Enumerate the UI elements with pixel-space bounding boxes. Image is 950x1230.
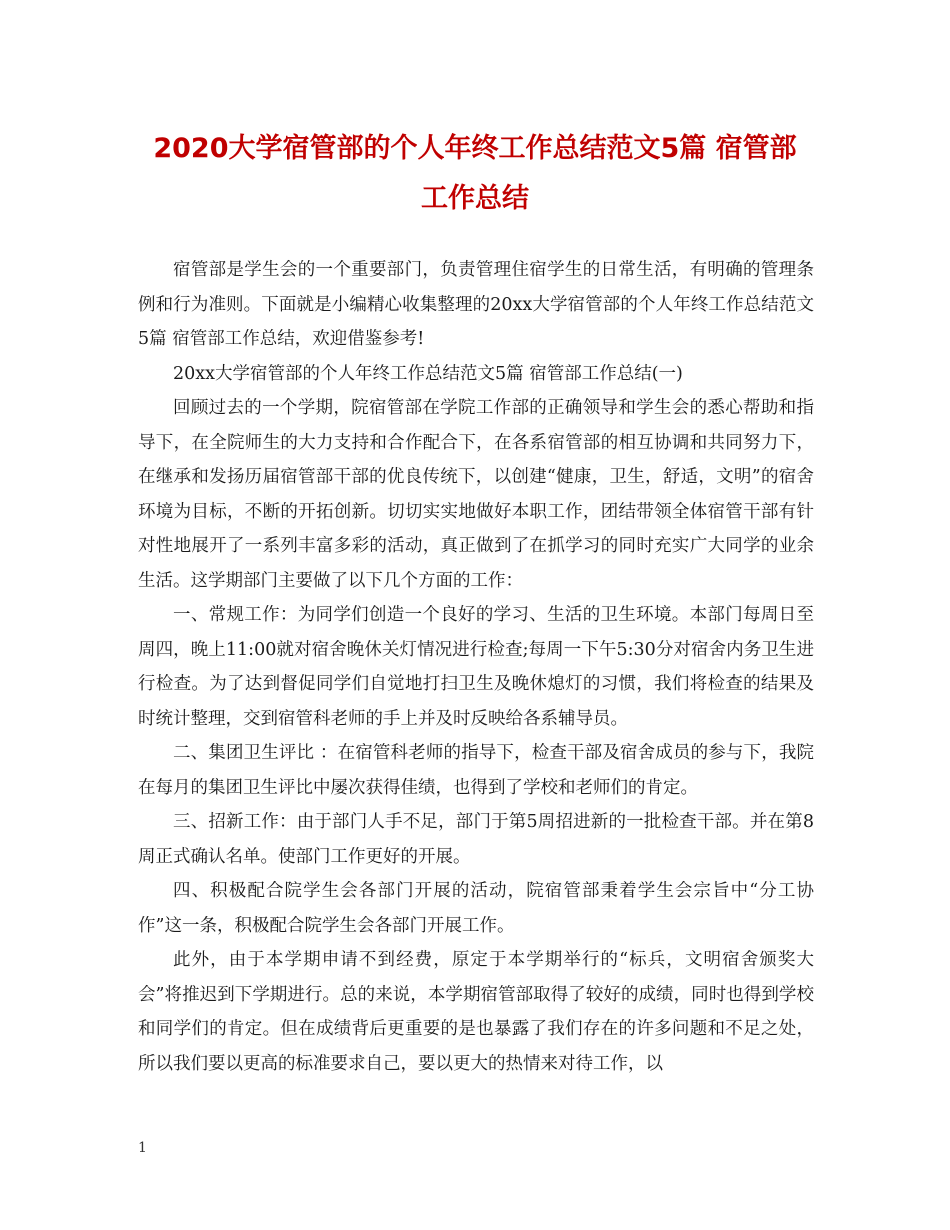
title-line-1: 2020大学宿管部的个人年终工作总结范文5篇 宿管部	[153, 133, 797, 164]
paragraph-section-heading: 20xx大学宿管部的个人年终工作总结范文5篇 宿管部工作总结(一)	[173, 363, 683, 384]
paragraph-recruitment: 三、招新工作：由于部门人手不足，部门于第5周招进新的一批检查干部。并在第8周正式确认名单。使部门工作更好的开展。	[138, 812, 814, 867]
document-title	[100, 124, 850, 224]
paragraph-hygiene-evaluation: 二、集团卫生评比 ：在宿管科老师的指导下，检查干部及宿舍成员的参与下，我院在每月的集团卫生评比中屡次获得佳绩，也得到了学校和老师们的肯定。	[138, 743, 814, 798]
title-line-2: 工作总结	[421, 183, 529, 214]
paragraph-summary: 此外，由于本学期申请不到经费，原定于本学期举行的“标兵，文明宿舍颁奖大会”将推迟到下学期进行。总的来说，本学期宿管部取得了较好的成绩，同时也得到学校和同学们的肯定。但在成绩背后更重要的是也暴露了我们存在的许多问题和不足之处，所以我们要以更高的标准要求自己，要以更大的热情来对待工作，以	[138, 950, 814, 1074]
paragraph-intro: 宿管部是学生会的一个重要部门，负责管理住宿学生的日常生活，有明确的管理条例和行为准则。下面就是小编精心收集整理的20xx大学宿管部的个人年终工作总结范文5篇 宿管部工作总结，欢迎借鉴参考!	[138, 260, 814, 349]
document-body	[138, 253, 814, 1081]
paragraph-cooperation: 四、积极配合院学生会各部门开展的活动，院宿管部秉着学生会宗旨中“分工协作”这一条，积极配合院学生会各部门开展工作。	[138, 881, 814, 936]
paragraph-review: 回顾过去的一个学期，院宿管部在学院工作部的正确领导和学生会的悉心帮助和指导下，在全院师生的大力支持和合作配合下，在各系宿管部的相互协调和共同努力下，在继承和发扬历届宿管部干部的优良传统下，以创建“健康，卫生，舒适，文明”的宿舍环境为目标，不断的开拓创新。切切实实地做好本职工作，团结带领全体宿管干部有针对性地展开了一系列丰富多彩的活动，真正做到了在抓学习的同时充实广大同学的业余生活。这学期部门主要做了以下几个方面的工作：	[138, 398, 814, 591]
page-number: 1	[138, 1140, 147, 1156]
paragraph-routine-work: 一、常规工作：为同学们创造一个良好的学习、生活的卫生环境。本部门每周日至周四，晚上11:00就对宿舍晚休关灯情况进行检查;每周一下午5:30分对宿舍内务卫生进行检查。为了达到督促同学们自觉地打扫卫生及晚休熄灯的习惯，我们将检查的结果及时统计整理，交到宿管科老师的手上并及时反映给各系辅导员。	[138, 605, 814, 729]
